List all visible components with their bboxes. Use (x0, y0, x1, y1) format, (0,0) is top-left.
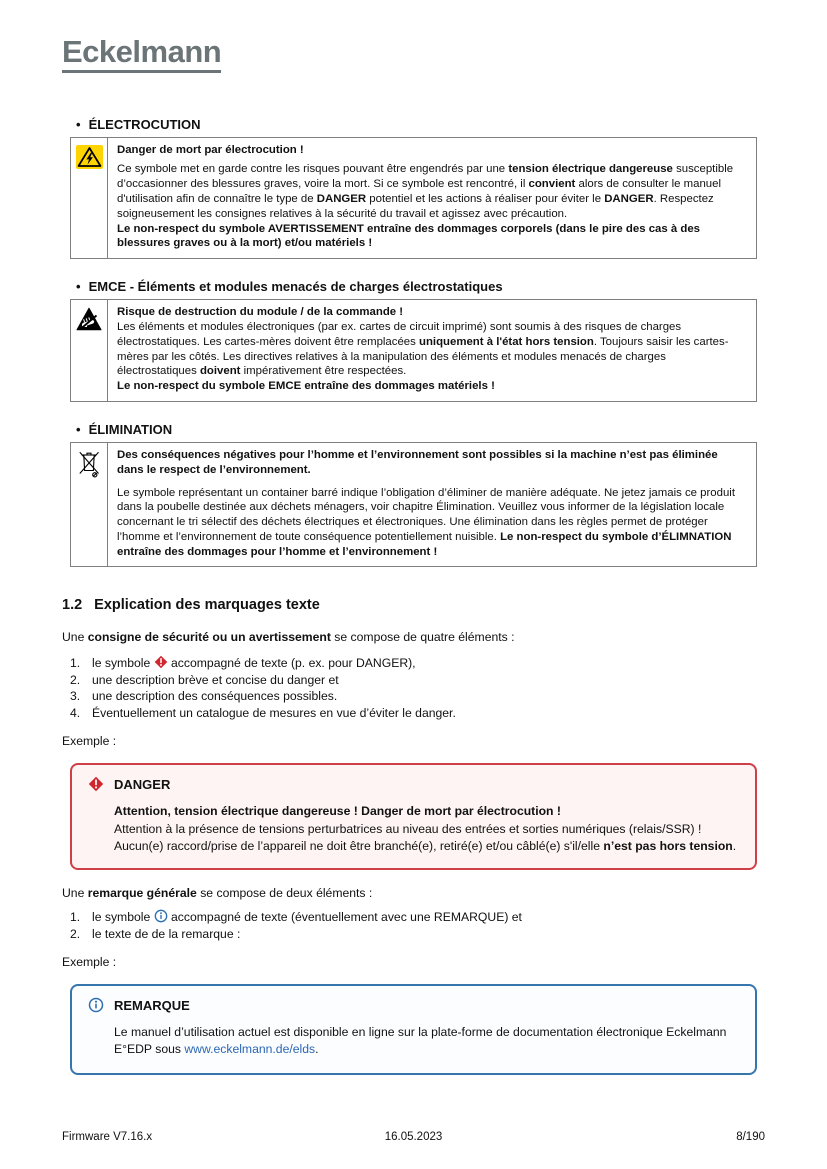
remark-box-body (114, 1024, 739, 1058)
section-number: 1.2 (62, 597, 83, 614)
text-run: n’est pas hors tension (603, 838, 733, 853)
warning-box-elimination (70, 442, 757, 568)
warning-consequence: Le non-respect du symbole EMCE entraîne des dommages matériels ! (117, 380, 495, 393)
text-run: Les éléments et modules électroniques (par ex. cartes de circuit imprimé) sont soumis à des risques de charges électrostatiques. Les cartes-mères doivent être remplacées (117, 320, 682, 348)
list-text (92, 688, 337, 705)
remark-text (114, 1024, 739, 1058)
warning-text (108, 443, 756, 567)
info-icon (154, 910, 171, 924)
section-heading-emce (62, 279, 765, 294)
list-item (70, 688, 765, 705)
text-run: convient (528, 178, 576, 191)
text-run: se compose de deux éléments : (196, 886, 373, 901)
text-run: . Respectez soigneusement les consignes relatives à la sécurité du travail et agissez avec précaution. (117, 192, 714, 220)
list-number: 4. (70, 705, 81, 720)
list-item (70, 672, 765, 689)
list-text (92, 909, 522, 926)
text-run: une description des conséquences possibles. (92, 689, 338, 704)
remark-example-box (70, 984, 757, 1074)
warning-text (108, 300, 756, 401)
text-run: Le non-respect du symbole d’ÉLIMNATION entraîne des dommages pour l’homme et l’environnement ! (117, 530, 732, 558)
text-run: remarque générale (87, 886, 197, 901)
text-run: une description brève et concise du danger et (92, 672, 339, 687)
text-run: Attention à la présence de tensions perturbatrices au niveau des entrées et sorties numériques (relais/SSR) ! Aucun(e) raccord/prise de l’appareil ne doit être branché(e), retiré(e) et/ou câblé(e) s'il/elle (114, 821, 702, 853)
page-content (62, 117, 765, 1075)
heading-text: EMCE - Éléments et modules menacés de charges électrostatiques (88, 279, 503, 295)
text-run: alors de consulter le manuel d'utilisation afin de connaître le type de (117, 178, 721, 205)
list-text (92, 926, 240, 943)
text-run: Ce symbole met en garde contre les risques pouvant être engendrés par une (117, 163, 509, 176)
example-label: Exemple : (62, 734, 117, 749)
warning-box-electrocution (70, 137, 757, 260)
list-number: 3. (70, 689, 81, 704)
danger-box-header (88, 776, 739, 792)
company-logo: Eckelmann (62, 36, 221, 73)
warning-body (117, 486, 747, 560)
list-item (70, 705, 765, 722)
page-footer (62, 1131, 765, 1143)
danger-title: Attention, tension électrique dangereuse ! Danger de mort par électrocution ! (114, 804, 561, 819)
list-item (70, 926, 765, 943)
list-number: 2. (70, 926, 81, 941)
text-run: susceptible d’occasionner des blessures graves, voire la mort. Si ce symbole est rencontré, il (117, 163, 734, 191)
warning-title: Danger de mort par électrocution ! (117, 143, 304, 156)
list-text (92, 655, 416, 672)
bullet-icon: • (76, 116, 81, 132)
text-run: Une (62, 630, 88, 645)
example-label: Exemple : (62, 955, 117, 970)
electric-warning-icon (71, 138, 108, 259)
info-icon (88, 997, 104, 1013)
remark-label: REMARQUE (114, 997, 190, 1013)
warning-box-emce (70, 299, 757, 402)
list-number: 1. (70, 656, 81, 671)
text-run: se compose de quatre éléments : (330, 630, 515, 645)
footer-page-number: 8/190 (736, 1131, 765, 1143)
text-run: le texte de de la remarque : (92, 926, 241, 941)
section-1-2-heading (62, 597, 765, 613)
remark-intro-paragraph (62, 885, 765, 901)
list-item (70, 909, 765, 926)
heading-text: ÉLIMINATION (88, 421, 173, 437)
text-run: consigne de sécurité ou un avertissement (87, 630, 331, 645)
text-run: accompagné de texte (p. ex. pour DANGER), (171, 656, 416, 671)
text-run: . Toujours saisir les cartes-mères par les côtés. Les directives relatives à la manipulation des éléments et modules menacés de charges électrostatiques (117, 335, 729, 378)
header (62, 36, 765, 73)
list-number: 1. (70, 910, 81, 925)
danger-text (114, 821, 739, 855)
weee-bin-icon (71, 443, 108, 567)
remark-elements-list (70, 909, 765, 942)
esd-warning-icon (71, 300, 108, 401)
warning-body (117, 320, 747, 379)
text-run: Le symbole représentant un container barré indique l’obligation d’éliminer de manière adéquate. Ne jetez jamais ce produit dans la poubelle destinée aux déchets ménagers, voir chapitre Élimination. Veuillez vous informer de la législation locale concernant le tri sélectif des déchets électriques et électroniques. Une élimination dans les règles permet de protéger l’homme et l’environnement de toute conséquence potentiellement nuisible. (117, 486, 735, 543)
warning-consequence: Le non-respect du symbole AVERTISSEMENT entraîne des dommages corporels (dans le pire des cas à des blessures graves ou à la mort) et/ou matériels ! (117, 222, 700, 250)
text-run: le symbole (92, 656, 154, 671)
bullet-icon: • (76, 421, 81, 437)
text-run: DANGER (316, 192, 367, 205)
intro-paragraph (62, 629, 765, 645)
list-text (92, 705, 456, 722)
danger-example-box (70, 763, 757, 870)
footer-date: 16.05.2023 (384, 1131, 443, 1143)
remark-box-header (88, 997, 739, 1013)
danger-diamond-icon (154, 656, 171, 670)
text-run: DANGER (604, 192, 654, 205)
text-run: Éventuellement un catalogue de mesures en vue d’éviter le danger. (92, 705, 456, 720)
list-item (70, 655, 765, 672)
warning-title: Des conséquences négatives pour l’homme et l’environnement sont possibles si la machine n’est pas éliminée dans le respect de l’environnement. (117, 448, 718, 476)
text-run: doivent (199, 365, 241, 378)
section-title: Explication des marquages texte (94, 597, 320, 614)
text-run: . (732, 838, 737, 853)
bullet-icon: • (76, 279, 81, 295)
list-text (92, 672, 339, 689)
text-run: impérativement être respectées. (240, 365, 407, 378)
heading-text: ÉLECTROCUTION (88, 116, 201, 132)
danger-label: DANGER (114, 776, 171, 792)
danger-box-body (114, 803, 739, 855)
text-run: Le manuel d’utilisation actuel est disponible en ligne sur la plate-forme de documentation électronique Eckelmann E°EDP sous (114, 1025, 727, 1057)
warning-body (117, 162, 747, 221)
text-run: . (315, 1042, 319, 1057)
text-run: Une (62, 886, 88, 901)
danger-diamond-icon (88, 776, 104, 792)
warning-title: Risque de destruction du module / de la commande ! (117, 306, 404, 319)
text-run: accompagné de texte (éventuellement avec une REMARQUE) et (171, 910, 522, 925)
footer-firmware-version: Firmware V7.16.x (62, 1131, 153, 1143)
text-run: tension électrique dangereuse (508, 163, 673, 176)
warning-text (108, 138, 756, 259)
inline-link[interactable]: www.eckelmann.de/elds (184, 1042, 316, 1057)
section-heading-elimination (62, 422, 765, 437)
text-run: potentiel et les actions à réaliser pour éviter le (366, 192, 605, 205)
section-heading-electrocution (62, 117, 765, 132)
text-run: le symbole (92, 910, 154, 925)
text-run: uniquement à l'état hors tension (419, 335, 594, 348)
list-number: 2. (70, 672, 81, 687)
safety-note-elements-list (70, 655, 765, 721)
